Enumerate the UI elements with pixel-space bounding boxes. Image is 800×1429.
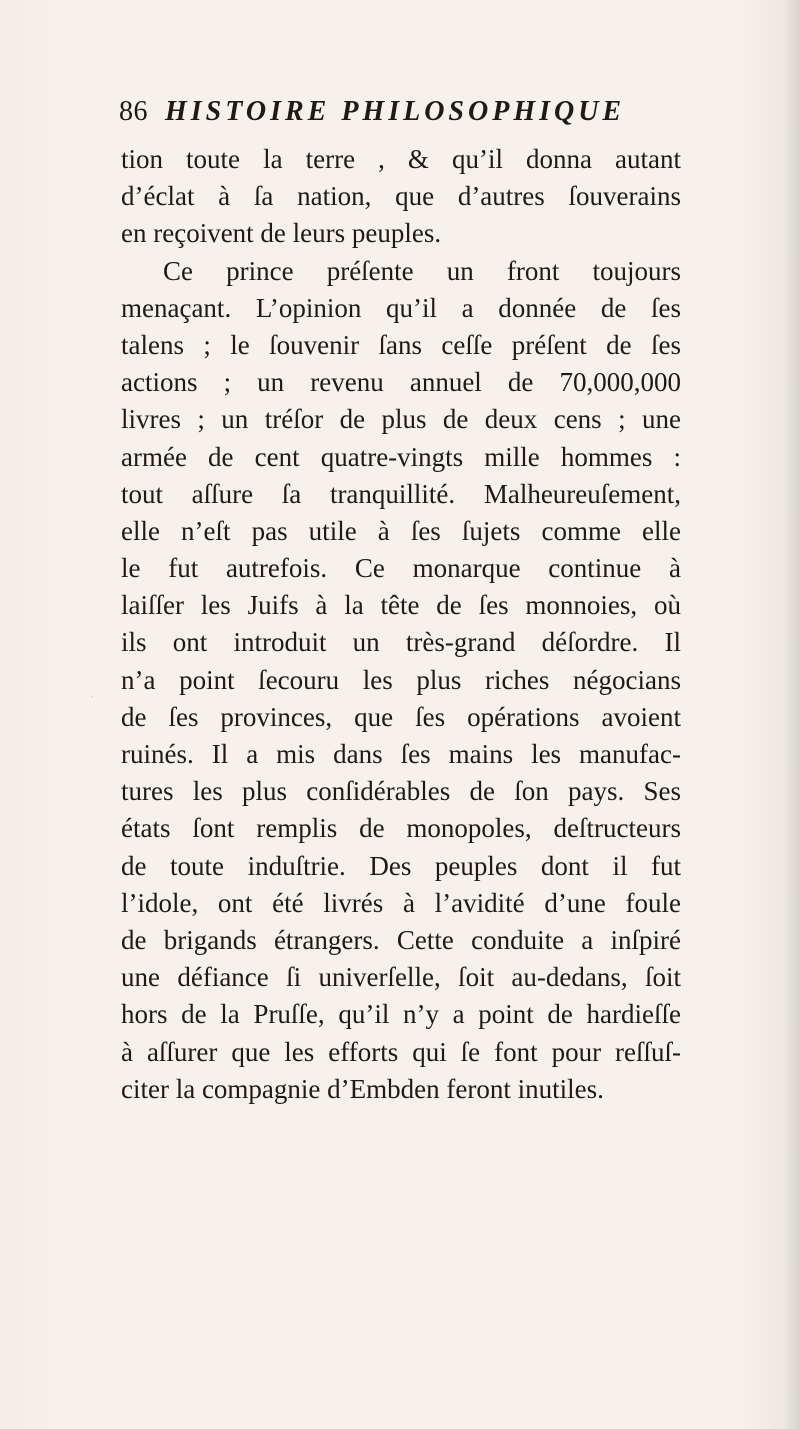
text-line: de toute induſtrie. Des peuples dont il fut bbox=[121, 850, 681, 881]
text-line: armée de cent quatre-vingts mille hommes : bbox=[121, 441, 681, 472]
text-line: hors de la Pruſſe, qu’il n’y a point de hardieſſe bbox=[121, 999, 681, 1030]
text-line: de brigands étrangers. Cette conduite a inſpiré bbox=[121, 924, 681, 955]
text-line: l’idole, ont été livrés à l’avidité d’une foule bbox=[121, 887, 681, 918]
text-line: laiſſer les Juifs à la tête de ſes monnoies, où bbox=[121, 590, 681, 621]
text-line: d’éclat à ſa nation, que d’autres ſouverains bbox=[121, 181, 681, 212]
text-line: en reçoivent de leurs peuples. bbox=[121, 218, 442, 249]
text-line: à aſſurer que les efforts qui ſe font pour reſſuſ- bbox=[121, 1036, 681, 1067]
text-line: tout aſſure ſa tranquillité. Malheureuſement, bbox=[121, 478, 681, 509]
running-title: HISTOIRE PHILOSOPHIQUE bbox=[165, 96, 626, 127]
text-line: elle n’eſt pas utile à ſes ſujets comme elle bbox=[121, 515, 681, 546]
text-line: de ſes provinces, que ſes opérations avoient bbox=[121, 701, 681, 732]
text-line: actions ; un revenu annuel de 70,000,000 bbox=[121, 367, 681, 398]
page-header bbox=[119, 96, 679, 136]
text-line: états ſont remplis de monopoles, deſtructeurs bbox=[121, 813, 681, 844]
text-line: tion toute la terre , & qu’il donna autant bbox=[121, 144, 681, 174]
paragraph-start-line: Ce prince préſente un front toujours bbox=[163, 255, 681, 286]
page-number: 86 bbox=[119, 96, 148, 127]
text-line: ruinés. Il a mis dans ſes mains les manufac- bbox=[121, 739, 681, 769]
body-text bbox=[121, 141, 681, 1108]
page-edge-shadow bbox=[784, 0, 800, 1429]
text-line: livres ; un tréſor de plus de deux cens ; une bbox=[121, 404, 681, 435]
text-line: menaçant. L’opinion qu’il a donnée de ſes bbox=[121, 292, 681, 323]
text-line: une défiance ſi univerſelle, ſoit au-dedans, ſoit bbox=[121, 962, 681, 993]
text-line: citer la compagnie d’Embden feront inutiles. bbox=[121, 1073, 604, 1104]
text-line: tures les plus conſidérables de ſon pays. Ses bbox=[121, 776, 681, 807]
paper-mark: ˌ bbox=[90, 684, 94, 698]
text-line: ils ont introduit un très-grand déſordre. Il bbox=[121, 627, 681, 658]
text-line: talens ; le ſouvenir ſans ceſſe préſent de ſes bbox=[121, 329, 681, 360]
text-line: le fut autrefois. Ce monarque continue à bbox=[121, 553, 681, 584]
text-line: n’a point ſecouru les plus riches négocians bbox=[121, 664, 681, 695]
